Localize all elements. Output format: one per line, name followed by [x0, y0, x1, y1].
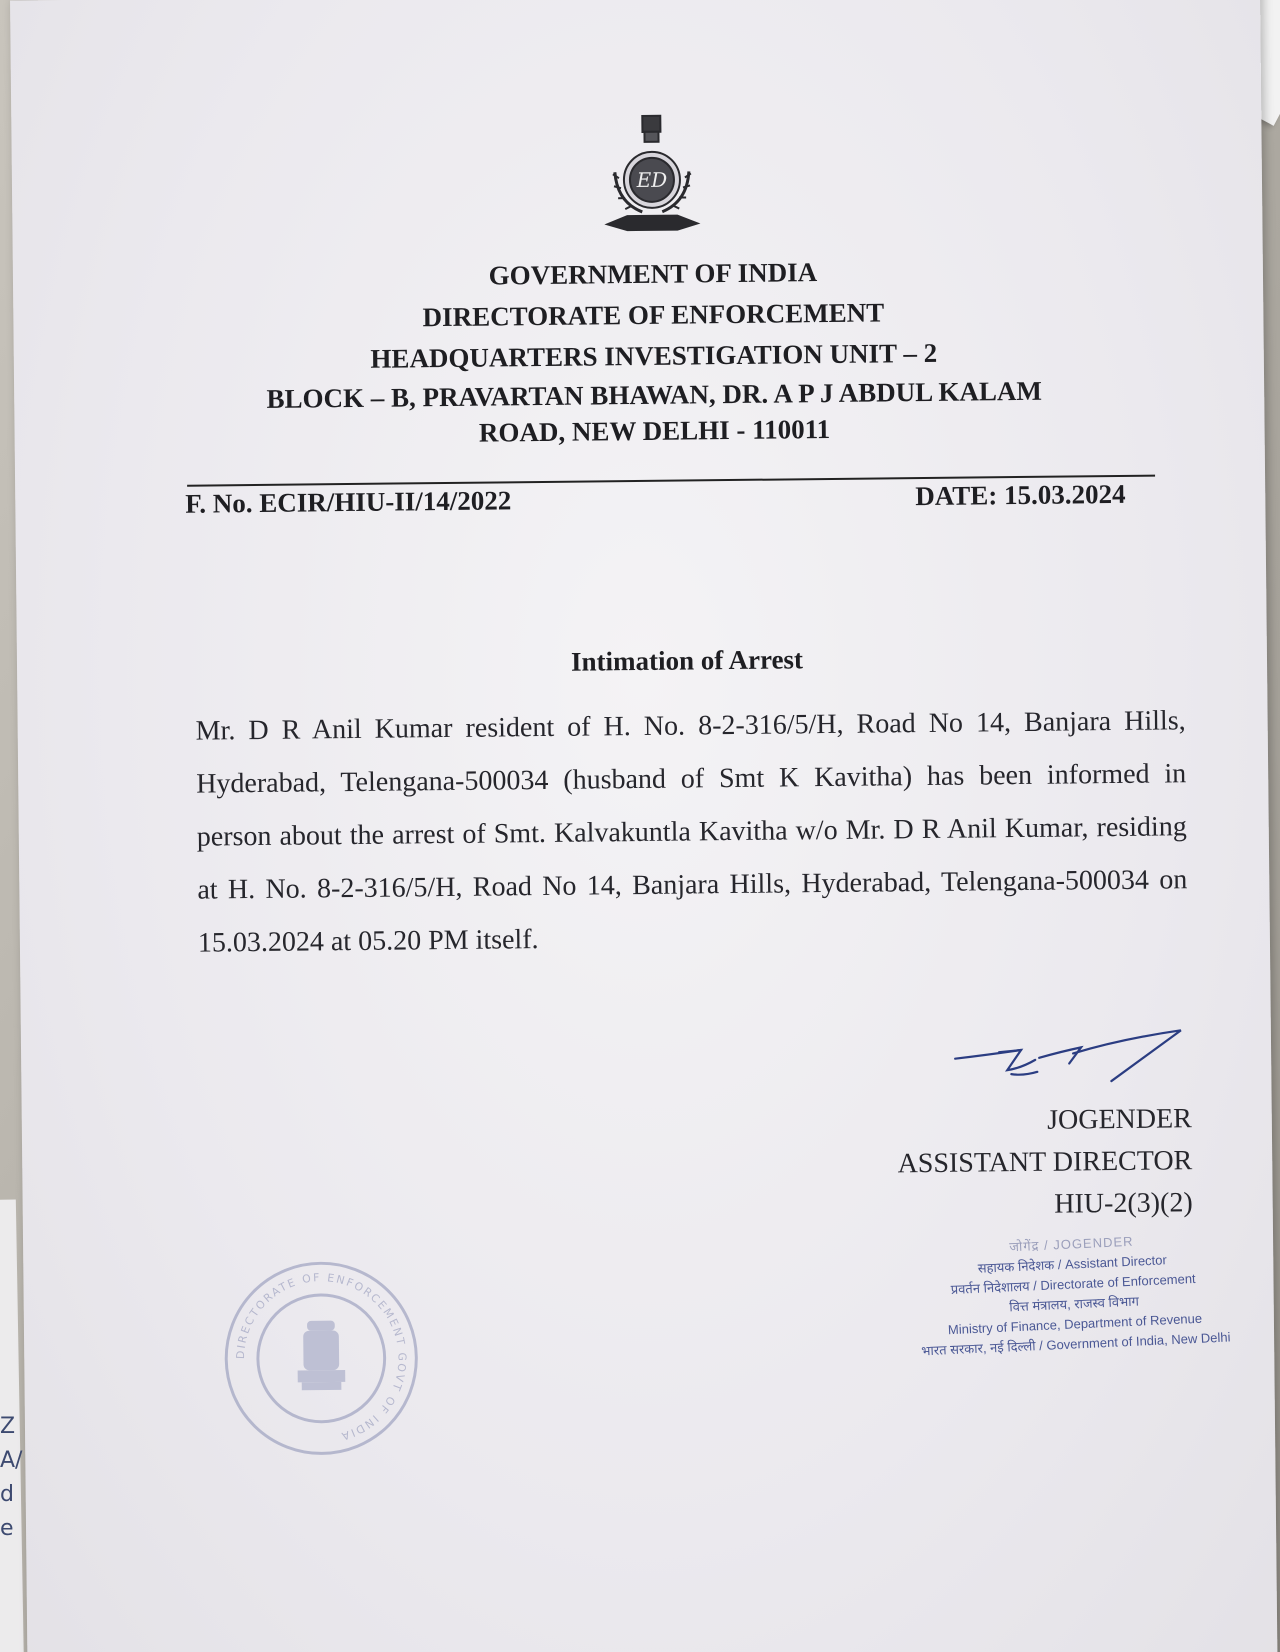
stamp-line: Ministry of Finance, Department of Revenue	[947, 1310, 1203, 1338]
stamp-line: जोगेंद्र / JOGENDER	[1008, 1233, 1134, 1255]
letter-page	[10, 0, 1278, 1652]
letterhead-line: DIRECTORATE OF ENFORCEMENT	[422, 297, 885, 333]
letterhead-line: GOVERNMENT OF INDIA	[488, 257, 818, 291]
letterhead-line: BLOCK – B, PRAVARTAN BHAWAN, DR. A P J ABDUL KALAM	[266, 375, 1043, 414]
svg-text:ED: ED	[636, 167, 668, 192]
official-rubber-stamp	[901, 1227, 1246, 1362]
signatory-designation: ASSISTANT DIRECTOR	[897, 1145, 1193, 1180]
underlying-glyph: d	[0, 1482, 14, 1507]
letterhead-line: HEADQUARTERS INVESTIGATION UNIT – 2	[370, 337, 938, 374]
underlying-glyph: Z	[0, 1414, 16, 1439]
letterhead	[193, 249, 1115, 454]
seal-ring-text: DIRECTORATE OF ENFORCEMENT GOVT OF INDIA	[233, 1271, 409, 1444]
letterhead-line: ROAD, NEW DELHI - 110011	[478, 413, 831, 448]
signatory-block	[802, 1098, 1193, 1228]
letter-subject: Intimation of Arrest	[570, 644, 804, 677]
file-number: F. No. ECIR/HIU-II/14/2022	[185, 485, 512, 519]
signatory-unit: HIU-2(3)(2)	[1054, 1187, 1193, 1220]
stamp-line: भारत सरकार, नई दिल्ली / Government of India, New Delhi	[920, 1329, 1231, 1359]
ed-emblem-icon	[596, 111, 707, 242]
letter-body: Mr. D R Anil Kumar resident of H. No. 8-2-316/5/H, Road No 14, Banjara Hills, Hyderabad, Telengana-500034 (husband of Smt K Kavitha) has been informed in person about the arrest of Smt. Kalvakuntla Kavitha w/o Mr. D R Anil Kumar, residing at H. No. 8-2-316/5/H, Road No 14, Banjara Hills, Hyderabad, Telengana-500034 on 15.03.2024 at 05.20 PM itself.	[195, 705, 1188, 959]
underlying-page-text	[0, 1410, 23, 1546]
stamp-line: सहायक निदेशक / Assistant Director	[977, 1252, 1168, 1276]
round-seal-icon	[221, 1258, 421, 1458]
underlying-glyph: e	[0, 1516, 14, 1541]
underlying-glyph: A/	[0, 1448, 23, 1473]
stamp-line: वित्त मंत्रालय, राजस्व विभाग	[1008, 1293, 1140, 1315]
letter-date: DATE: 15.03.2024	[915, 478, 1126, 512]
signatory-name: JOGENDER	[1046, 1103, 1192, 1136]
stamp-line: प्रवर्तन निदेशालय / Directorate of Enforcement	[950, 1270, 1196, 1298]
handwritten-signature	[951, 1028, 1192, 1091]
